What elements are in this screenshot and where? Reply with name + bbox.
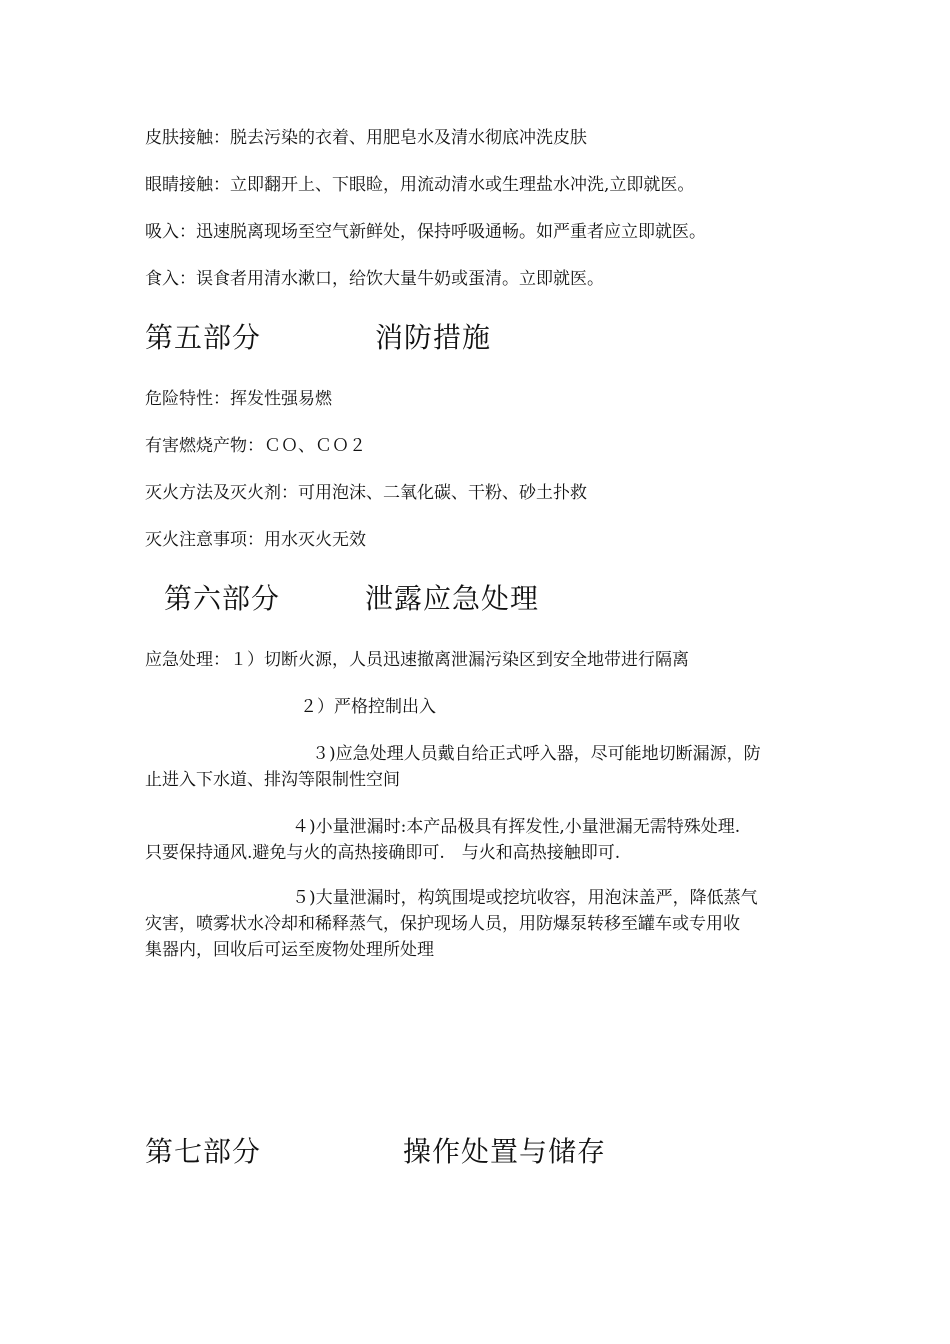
first-aid-skin-contact: 皮肤接触：脱去污染的衣着、用肥皂水及清水彻底冲洗皮肤 bbox=[145, 128, 587, 148]
spill-item-3-line-1: ３)应急处理人员戴自给正式呼入器，尽可能地切断漏源，防 bbox=[312, 744, 761, 764]
section5-part-label: 第五部分 bbox=[145, 321, 262, 354]
section7-title: 操作处置与储存 bbox=[403, 1135, 607, 1168]
spill-item-2: ２）严格控制出入 bbox=[300, 697, 436, 717]
section6-title: 泄露应急处理 bbox=[365, 582, 540, 615]
fire-extinguishing-media: 灭火方法及灭火剂：可用泡沫、二氧化碳、干粉、砂土扑救 bbox=[145, 483, 587, 503]
fire-hazard-property: 危险特性：挥发性强易燃 bbox=[145, 389, 332, 409]
fire-combustion-products: 有害燃烧产物：ＣＯ、ＣＯ２ bbox=[145, 436, 366, 456]
spill-item-5-line-2: 灾害，喷雾状水冷却和稀释蒸气，保护现场人员，用防爆泵转移至罐车或专用收 bbox=[145, 914, 740, 934]
spill-item-5-line-3: 集器内，回收后可运至废物处理所处理 bbox=[145, 940, 434, 960]
first-aid-ingestion: 食入：误食者用清水漱口，给饮大量牛奶或蛋清。立即就医。 bbox=[145, 269, 604, 289]
section7-part-label: 第七部分 bbox=[145, 1135, 262, 1168]
section5-title: 消防措施 bbox=[375, 321, 492, 354]
spill-item-4-line-1: ４)小量泄漏时:本产品极具有挥发性,小量泄漏无需特殊处理. bbox=[292, 817, 741, 837]
spill-item-4-line-2: 只要保持通风.避免与火的高热接确即可. 与火和高热接触即可. bbox=[145, 843, 621, 863]
spill-item-3-line-2: 止进入下水道、排沟等限制性空间 bbox=[145, 770, 400, 790]
spill-item-5-line-1: ５)大量泄漏时，构筑围堤或挖坑收容，用泡沫盖严，降低蒸气 bbox=[292, 888, 758, 908]
spill-item-1: 应急处理：１）切断火源，人员迅速撤离泄漏污染区到安全地带进行隔离 bbox=[145, 650, 689, 670]
first-aid-eye-contact: 眼睛接触：立即翻开上、下眼睑，用流动清水或生理盐水冲洗,立即就医。 bbox=[145, 175, 695, 195]
section6-part-label: 第六部分 bbox=[164, 582, 281, 615]
fire-precautions: 灭火注意事项：用水灭火无效 bbox=[145, 530, 366, 550]
first-aid-inhalation: 吸入：迅速脱离现场至空气新鲜处，保持呼吸通畅。如严重者应立即就医。 bbox=[145, 222, 706, 242]
